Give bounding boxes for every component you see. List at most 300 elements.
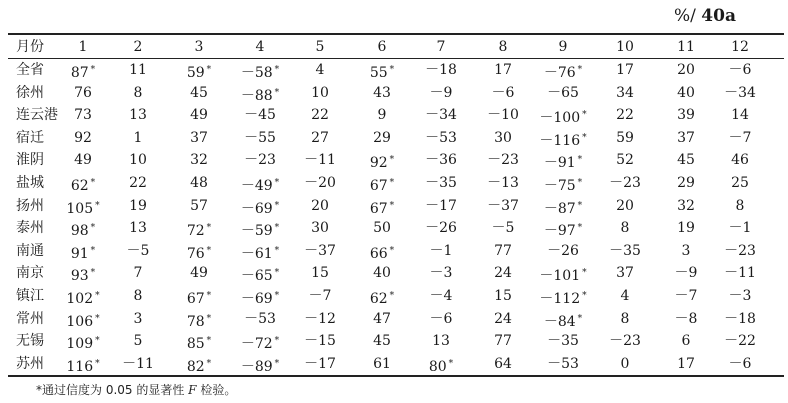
cell-value: －49 xyxy=(240,178,273,194)
cell-value: 4 xyxy=(620,288,630,304)
table-cell xyxy=(710,82,770,104)
significance-mark: * xyxy=(389,200,395,211)
cell-value: 102 xyxy=(66,291,94,307)
cell-value: －4 xyxy=(429,288,453,304)
table-top-rule xyxy=(8,33,784,35)
cell-value: 8 xyxy=(133,288,143,304)
cell-value: 3 xyxy=(133,310,143,327)
significance-mark: * xyxy=(274,65,280,75)
cell-value: －11 xyxy=(304,152,336,169)
table-cell xyxy=(230,104,290,126)
cell-value: 37 xyxy=(190,129,208,146)
cell-value: 47 xyxy=(373,310,391,327)
cell-value: 39 xyxy=(677,107,695,124)
table-cell xyxy=(710,195,770,217)
table-cell xyxy=(473,308,533,330)
table-cell xyxy=(595,149,655,171)
header-month-label: 月份 xyxy=(16,39,44,55)
significance-mark: * xyxy=(95,358,100,369)
table-cell xyxy=(230,308,290,330)
cell-value: －26 xyxy=(425,220,457,237)
table-cell xyxy=(352,172,412,197)
cell-value: 78 xyxy=(186,313,205,330)
cell-value: 20 xyxy=(616,197,634,214)
cell-value: 30 xyxy=(494,129,512,146)
table-cell xyxy=(656,330,716,352)
cell-value: －84 xyxy=(543,313,576,330)
cell-value: 37 xyxy=(616,265,634,282)
significance-mark: * xyxy=(389,178,395,188)
table-cell xyxy=(108,149,168,171)
cell-value: 67 xyxy=(186,291,205,307)
cell-value: 29 xyxy=(677,175,695,191)
header-month-cell: 7 xyxy=(436,39,446,55)
cell-value: 10 xyxy=(311,84,329,101)
significance-mark: * xyxy=(577,65,583,75)
table-cell xyxy=(595,262,655,284)
cell-value: 8 xyxy=(620,310,630,327)
cell-value: －11 xyxy=(122,355,154,372)
unit-value: 40a xyxy=(701,6,736,26)
table-cell xyxy=(53,104,113,126)
significance-mark: * xyxy=(274,87,280,98)
table-cell xyxy=(53,172,113,197)
cell-value: －1 xyxy=(429,242,453,259)
significance-mark: * xyxy=(274,245,280,256)
cell-value: 72 xyxy=(186,223,205,240)
table-row xyxy=(0,195,788,217)
table-cell xyxy=(533,262,593,287)
table-cell xyxy=(290,127,350,149)
table-cell xyxy=(473,149,533,171)
cell-value: －36 xyxy=(425,152,457,169)
cell-value: －97 xyxy=(543,223,576,240)
table-row xyxy=(0,127,788,149)
cell-value: －87 xyxy=(543,200,576,217)
cell-value: －37 xyxy=(304,242,336,259)
table-cell xyxy=(595,59,655,81)
table-cell xyxy=(230,262,290,287)
significance-mark: * xyxy=(90,65,96,75)
table-cell xyxy=(595,127,655,149)
cell-value: －35 xyxy=(425,175,457,191)
cell-value: －8 xyxy=(674,310,698,327)
cell-value: 1 xyxy=(133,129,143,146)
table-cell xyxy=(656,104,716,126)
cell-value: －18 xyxy=(425,62,457,78)
table-cell xyxy=(411,104,471,126)
cell-value: 9 xyxy=(377,107,387,124)
cell-value: －9 xyxy=(674,265,698,282)
table-cell xyxy=(656,308,716,330)
cell-value: －9 xyxy=(429,84,453,101)
table-cell xyxy=(473,217,533,239)
table-cell xyxy=(411,308,471,330)
table-row xyxy=(0,104,788,126)
significance-mark: * xyxy=(206,336,212,347)
significance-mark: * xyxy=(577,313,583,324)
table-cell xyxy=(108,308,168,330)
cell-value: －88 xyxy=(240,87,273,104)
table-cell xyxy=(352,353,412,375)
table-cell xyxy=(352,262,412,284)
significance-mark: * xyxy=(577,155,583,166)
table-cell xyxy=(710,172,770,194)
table-cell xyxy=(290,353,350,375)
table-row xyxy=(0,240,788,262)
cell-value: 92 xyxy=(74,129,92,146)
cell-value: 5 xyxy=(133,333,143,350)
significance-mark: * xyxy=(577,200,583,211)
cell-value: －69 xyxy=(240,291,273,307)
table-cell xyxy=(230,195,290,220)
cell-value: －59 xyxy=(240,223,273,240)
cell-value: －3 xyxy=(728,288,752,304)
significance-mark: * xyxy=(90,178,96,188)
cell-value: －101 xyxy=(539,268,581,285)
cell-value: 20 xyxy=(677,62,695,78)
unit-sep: / xyxy=(690,6,696,26)
table-cell xyxy=(230,82,290,107)
cell-value: 29 xyxy=(373,129,391,146)
cell-value: 8 xyxy=(735,197,745,214)
cell-value: 4 xyxy=(315,62,325,78)
cell-value: 22 xyxy=(616,107,634,124)
table-cell xyxy=(595,308,655,330)
cell-value: 52 xyxy=(616,152,634,169)
table-cell xyxy=(108,104,168,126)
table-row xyxy=(0,149,788,171)
table-cell xyxy=(108,172,168,194)
cell-value: －23 xyxy=(487,152,519,169)
cell-value: 19 xyxy=(677,220,695,237)
significance-mark: * xyxy=(274,223,280,234)
table-cell xyxy=(533,308,593,333)
table-cell xyxy=(290,217,350,239)
unit-prefix: % xyxy=(674,6,691,26)
significance-mark: * xyxy=(90,268,96,279)
table-cell xyxy=(230,330,290,355)
table-cell xyxy=(169,330,229,355)
table-cell xyxy=(411,149,471,171)
row-region-name: 无锡 xyxy=(16,333,44,350)
table-cell xyxy=(533,240,593,262)
table-cell xyxy=(53,217,113,242)
cell-value: 3 xyxy=(681,242,691,259)
table-cell xyxy=(710,285,770,307)
header-month-cell: 12 xyxy=(731,39,749,55)
table-cell xyxy=(411,127,471,149)
table-cell xyxy=(290,240,350,262)
header-month-cell: 3 xyxy=(194,39,204,55)
cell-value: －7 xyxy=(728,129,752,146)
cell-value: －100 xyxy=(539,110,581,127)
significance-mark: * xyxy=(582,110,587,121)
table-row xyxy=(0,285,788,307)
table-cell xyxy=(595,353,655,375)
cell-value: 22 xyxy=(311,107,329,124)
table-cell xyxy=(533,195,593,220)
cell-value: －35 xyxy=(547,333,579,350)
table-cell xyxy=(108,330,168,352)
cell-value: 25 xyxy=(731,175,749,191)
cell-value: －10 xyxy=(487,107,519,124)
table-row xyxy=(0,308,788,330)
table-cell xyxy=(595,330,655,352)
cell-value: 106 xyxy=(66,313,94,330)
significance-mark: * xyxy=(389,65,395,75)
table-cell xyxy=(169,104,229,126)
cell-value: 15 xyxy=(311,265,329,282)
cell-value: －6 xyxy=(429,310,453,327)
header-month-cell: 10 xyxy=(616,39,634,55)
table-cell xyxy=(352,195,412,220)
cell-value: －6 xyxy=(491,84,515,101)
row-region-name: 淮阴 xyxy=(16,152,44,169)
table-cell xyxy=(53,262,113,287)
cell-value: 50 xyxy=(373,220,391,237)
table-cell xyxy=(169,353,229,378)
significance-mark: * xyxy=(582,132,587,143)
footnote-text-before: *通过信度为 0.05 的显著性 xyxy=(36,383,189,397)
table-header-row xyxy=(0,36,788,58)
cell-value: －65 xyxy=(547,84,579,101)
table-cell xyxy=(533,104,593,129)
table-cell xyxy=(352,308,412,330)
table-cell xyxy=(290,82,350,104)
table-row xyxy=(0,217,788,239)
cell-value: 80 xyxy=(428,358,447,375)
table-cell xyxy=(710,262,770,284)
table-cell xyxy=(352,82,412,104)
significance-mark: * xyxy=(582,268,587,279)
table-cell xyxy=(473,262,533,284)
significance-mark: * xyxy=(577,223,583,234)
table-cell xyxy=(169,195,229,217)
cell-value: 45 xyxy=(373,333,391,350)
table-cell xyxy=(533,285,593,310)
table-cell xyxy=(53,149,113,171)
cell-value: 37 xyxy=(677,129,695,146)
cell-value: 85 xyxy=(186,336,205,353)
cell-value: 87 xyxy=(70,65,89,81)
table-cell xyxy=(595,285,655,307)
table-cell xyxy=(53,195,113,220)
table-cell xyxy=(473,59,533,81)
significance-mark: * xyxy=(206,223,212,234)
cell-value: －23 xyxy=(244,152,276,169)
significance-mark: * xyxy=(206,65,212,75)
cell-value: 55 xyxy=(369,65,388,81)
table-cell xyxy=(473,353,533,375)
cell-value: －53 xyxy=(547,355,579,372)
table-cell xyxy=(473,240,533,262)
table-cell xyxy=(53,285,113,310)
header-month-cell: 5 xyxy=(315,39,325,55)
header-month-cell: 11 xyxy=(677,39,695,55)
cell-value: －5 xyxy=(491,220,515,237)
table-cell xyxy=(108,240,168,262)
table-cell xyxy=(710,149,770,171)
cell-value: 13 xyxy=(129,107,147,124)
cell-value: 77 xyxy=(494,242,512,259)
cell-value: 91 xyxy=(70,245,89,262)
table-cell xyxy=(290,149,350,171)
cell-value: 98 xyxy=(70,223,89,240)
table-cell xyxy=(710,127,770,149)
header-month-cell: 8 xyxy=(498,39,508,55)
table-cell xyxy=(533,217,593,242)
cell-value: －20 xyxy=(304,175,336,191)
cell-value: －45 xyxy=(244,107,276,124)
cell-value: －6 xyxy=(728,62,752,78)
cell-value: 11 xyxy=(129,62,147,78)
row-region-name: 盐城 xyxy=(16,175,44,191)
significance-mark: * xyxy=(274,200,280,211)
table-cell xyxy=(290,285,350,307)
cell-value: 8 xyxy=(620,220,630,237)
table-cell xyxy=(108,195,168,217)
cell-value: －17 xyxy=(304,355,336,372)
cell-value: 10 xyxy=(129,152,147,169)
table-cell xyxy=(656,172,716,194)
cell-value: 109 xyxy=(66,336,94,353)
header-month-cell: 6 xyxy=(377,39,387,55)
row-region-name: 南京 xyxy=(16,265,44,282)
table-cell xyxy=(352,330,412,352)
table-cell xyxy=(169,285,229,310)
cell-value: 24 xyxy=(494,265,512,282)
table-cell xyxy=(169,172,229,194)
cell-value: －7 xyxy=(674,288,698,304)
header-month-cell: 1 xyxy=(78,39,88,55)
table-cell xyxy=(710,240,770,262)
cell-value: －17 xyxy=(425,197,457,214)
cell-value: 92 xyxy=(369,155,388,172)
table-cell xyxy=(473,285,533,307)
table-cell xyxy=(533,353,593,375)
cell-value: －15 xyxy=(304,333,336,350)
cell-value: 45 xyxy=(190,84,208,101)
cell-value: 59 xyxy=(616,129,634,146)
header-month-cell: 2 xyxy=(133,39,143,55)
table-cell xyxy=(169,149,229,171)
table-cell xyxy=(656,262,716,284)
cell-value: 17 xyxy=(677,355,695,372)
table-cell xyxy=(473,195,533,217)
table-cell xyxy=(352,59,412,84)
cell-value: －34 xyxy=(425,107,457,124)
table-cell xyxy=(53,59,113,84)
table-cell xyxy=(169,240,229,265)
table-cell xyxy=(411,82,471,104)
cell-value: －112 xyxy=(539,291,581,307)
table-cell xyxy=(533,59,593,84)
table-cell xyxy=(656,195,716,217)
cell-value: －65 xyxy=(240,268,273,285)
table-cell xyxy=(230,217,290,242)
cell-value: 67 xyxy=(369,178,388,194)
row-region-name: 宿迁 xyxy=(16,129,44,146)
cell-value: －61 xyxy=(240,245,273,262)
cell-value: 17 xyxy=(616,62,634,78)
cell-value: －72 xyxy=(240,336,273,353)
cell-value: 45 xyxy=(677,152,695,169)
cell-value: 22 xyxy=(129,175,147,191)
cell-value: 8 xyxy=(133,84,143,101)
significance-mark: * xyxy=(577,178,583,188)
table-cell xyxy=(473,330,533,352)
significance-mark: * xyxy=(274,178,280,188)
table-cell xyxy=(169,262,229,284)
significance-mark: * xyxy=(95,336,100,347)
cell-value: －91 xyxy=(543,155,576,172)
table-cell xyxy=(108,127,168,149)
footnote xyxy=(36,381,236,398)
table-cell xyxy=(230,353,290,378)
table-cell xyxy=(656,127,716,149)
cell-value: 13 xyxy=(129,220,147,237)
table-row xyxy=(0,262,788,284)
footnote-text-after: 检验。 xyxy=(196,383,237,397)
row-region-name: 常州 xyxy=(16,310,44,327)
significance-mark: * xyxy=(95,313,100,324)
significance-mark: * xyxy=(582,291,587,301)
table-cell xyxy=(710,308,770,330)
table-cell xyxy=(53,240,113,265)
table-cell xyxy=(473,104,533,126)
table-cell xyxy=(290,59,350,81)
table-cell xyxy=(230,240,290,265)
table-cell xyxy=(473,172,533,194)
table-cell xyxy=(411,262,471,284)
cell-value: －5 xyxy=(126,242,150,259)
table-cell xyxy=(595,217,655,239)
cell-value: －6 xyxy=(728,355,752,372)
significance-mark: * xyxy=(274,358,280,369)
cell-value: －58 xyxy=(240,65,273,81)
table-cell xyxy=(411,240,471,262)
cell-value: 15 xyxy=(494,288,512,304)
cell-value: 61 xyxy=(373,355,391,372)
cell-value: 40 xyxy=(677,84,695,101)
significance-mark: * xyxy=(206,313,212,324)
table-cell xyxy=(352,104,412,126)
cell-value: －53 xyxy=(425,129,457,146)
table-cell xyxy=(411,195,471,217)
table-cell xyxy=(352,127,412,149)
row-region-name: 全省 xyxy=(16,62,44,78)
table-cell xyxy=(108,285,168,307)
cell-value: －3 xyxy=(429,265,453,282)
table-cell xyxy=(656,240,716,262)
significance-mark: * xyxy=(448,358,454,369)
table-cell xyxy=(411,330,471,352)
cell-value: －7 xyxy=(308,288,332,304)
table-row xyxy=(0,59,788,81)
cell-value: 32 xyxy=(190,152,208,169)
table-cell xyxy=(656,59,716,81)
table-cell xyxy=(710,330,770,352)
table-cell xyxy=(656,217,716,239)
table-cell xyxy=(710,59,770,81)
cell-value: －55 xyxy=(244,129,276,146)
table-row xyxy=(0,82,788,104)
table-cell xyxy=(108,82,168,104)
table-cell xyxy=(53,127,113,149)
cell-value: 67 xyxy=(369,200,388,217)
cell-value: 76 xyxy=(74,84,92,101)
